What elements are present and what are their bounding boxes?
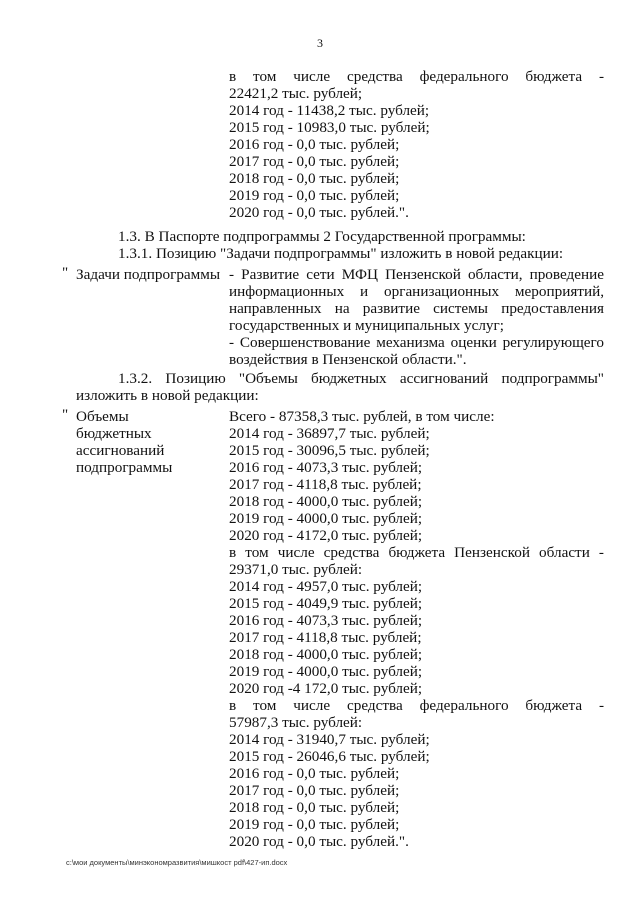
year-line: 2018 год - 4000,0 тыс. рублей; [229, 493, 423, 510]
year-line: 2018 год - 0,0 тыс. рублей; [229, 170, 400, 187]
total-line: Всего - 87358,3 тыс. рублей, в том числе: [229, 408, 495, 425]
section-heading: 1.3. В Паспорте подпрограммы 2 Государственной программы: [118, 228, 526, 245]
year-line: 2016 год - 4073,3 тыс. рублей; [229, 612, 423, 629]
volumes-label-line: ассигнований [76, 442, 165, 459]
regional-intro-total: 29371,0 тыс. рублей: [229, 561, 363, 578]
year-line: 2017 год - 4118,8 тыс. рублей; [229, 629, 422, 646]
item-1-3-1: 1.3.1. Позицию "Задачи подпрограммы" изложить в новой редакции: [118, 245, 564, 262]
year-line: 2016 год - 0,0 тыс. рублей; [229, 765, 400, 782]
year-line: 2015 год - 4049,9 тыс. рублей; [229, 595, 423, 612]
year-line: 2018 год - 0,0 тыс. рублей; [229, 799, 400, 816]
year-line: 2014 год - 31940,7 тыс. рублей; [229, 731, 430, 748]
year-line: 2020 год - 0,0 тыс. рублей.". [229, 833, 409, 850]
federal-intro-line: в том числе средства федерального бюджета - [229, 68, 604, 85]
tasks-line: воздействия в Пензенской области.". [229, 351, 467, 368]
item-1-3-2-cont: изложить в новой редакции: [76, 387, 259, 404]
volumes-label-line: Объемы [76, 408, 129, 425]
tasks-line: государственных и муниципальных услуг; [229, 317, 504, 334]
year-line: 2019 год - 0,0 тыс. рублей; [229, 187, 400, 204]
year-line: 2019 год - 4000,0 тыс. рублей; [229, 663, 423, 680]
page-number: 3 [317, 36, 323, 50]
year-line: 2014 год - 36897,7 тыс. рублей; [229, 425, 430, 442]
federal-intro-total: 22421,2 тыс. рублей; [229, 85, 363, 102]
year-line: 2014 год - 11438,2 тыс. рублей; [229, 102, 430, 119]
volumes-label-line: бюджетных [76, 425, 152, 442]
federal-intro-total: 57987,3 тыс. рублей: [229, 714, 363, 731]
tasks-line: - Совершенствование механизма оценки регулирующего [229, 334, 604, 351]
year-line: 2015 год - 30096,5 тыс. рублей; [229, 442, 430, 459]
item-1-3-2: 1.3.2. Позицию "Объемы бюджетных ассигнований подпрограммы" [118, 370, 604, 387]
year-line: 2014 год - 4957,0 тыс. рублей; [229, 578, 423, 595]
year-line: 2016 год - 0,0 тыс. рублей; [229, 136, 400, 153]
tasks-label: Задачи подпрограммы [76, 266, 221, 283]
year-line: 2016 год - 4073,3 тыс. рублей; [229, 459, 423, 476]
volumes-label-line: подпрограммы [76, 459, 173, 476]
year-line: 2018 год - 4000,0 тыс. рублей; [229, 646, 423, 663]
year-line: 2019 год - 4000,0 тыс. рублей; [229, 510, 423, 527]
tasks-line: - Развитие сети МФЦ Пензенской области, проведение [229, 266, 604, 283]
footer-file-path: c:\мои документы\минэкономразвития\мишкост pdf\427-ип.docx [66, 858, 288, 867]
regional-intro-line: в том числе средства бюджета Пензенской области - [229, 544, 604, 561]
year-line: 2020 год - 4172,0 тыс. рублей; [229, 527, 423, 544]
opening-quote: " [62, 406, 69, 423]
tasks-line: информационных и организационных мероприятий, [229, 283, 604, 300]
year-line: 2017 год - 0,0 тыс. рублей; [229, 782, 400, 799]
year-line: 2015 год - 10983,0 тыс. рублей; [229, 119, 430, 136]
year-line: 2017 год - 4118,8 тыс. рублей; [229, 476, 422, 493]
year-line: 2020 год -4 172,0 тыс. рублей; [229, 680, 423, 697]
year-line: 2015 год - 26046,6 тыс. рублей; [229, 748, 430, 765]
opening-quote: " [62, 264, 69, 281]
year-line: 2019 год - 0,0 тыс. рублей; [229, 816, 400, 833]
year-line: 2020 год - 0,0 тыс. рублей.". [229, 204, 409, 221]
federal-intro-line: в том числе средства федерального бюджета - [229, 697, 604, 714]
tasks-line: направленных на развитие системы предоставления [229, 300, 604, 317]
year-line: 2017 год - 0,0 тыс. рублей; [229, 153, 400, 170]
